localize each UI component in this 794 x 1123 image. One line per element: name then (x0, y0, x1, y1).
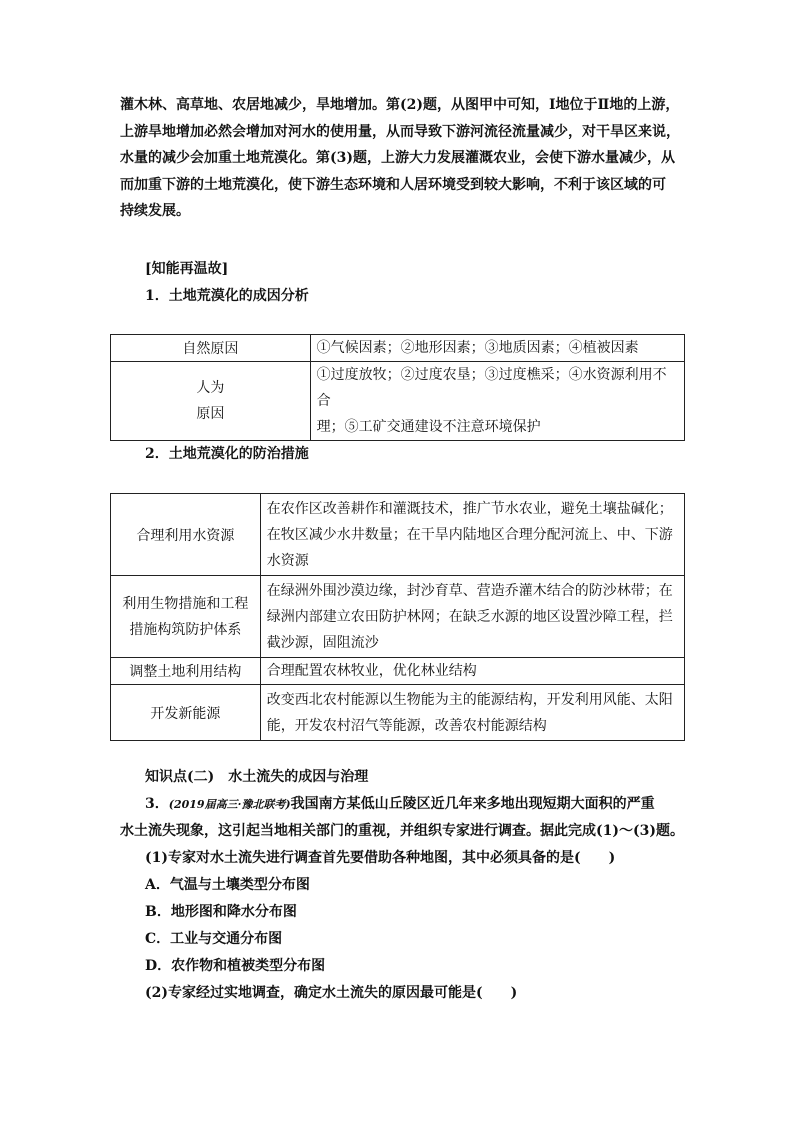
sub-question-2: (2)专家经过实地调查，确定水土流失的原因最可能是( ) (145, 985, 518, 1001)
knowledge-point-heading: 知识点(二) 水土流失的成因与治理 (145, 769, 369, 785)
intro-line: 持续发展。 (120, 203, 190, 219)
section2-title: 2．土地荒漠化的防治措施 (145, 446, 309, 462)
measure-detail: 在绿洲外围沙漠边缘，封沙育草、营造乔灌木结合的防沙林带；在 绿洲内部建立农田防护林网；在缺乏水源的地区设置沙障工程，拦 截沙源，固阻流沙 (260, 576, 684, 658)
table-row (111, 494, 685, 576)
intro-paragraph (120, 92, 680, 225)
table-row (111, 362, 685, 441)
intro-line: 上游旱地增加必然会增加对河水的使用量，从而导致下游河流径流量减少，对干旱区来说， (120, 123, 680, 140)
measure-label: 调整土地利用结构 (111, 658, 261, 685)
option-d: D．农作物和植被类型分布图 (145, 958, 326, 974)
cause-label-natural: 自然原因 (111, 335, 311, 362)
table-row (111, 335, 685, 362)
question3-stem-line1 (145, 793, 655, 813)
option-c: C．工业与交通分布图 (145, 931, 283, 947)
question3-stem-line2: 水土流失现象，这引起当地相关部门的重视，并组织专家进行调查。据此完成(1)～(3)题。 (120, 823, 684, 839)
sub-question-1: (1)专家对水土流失进行调查首先要借助各种地图，其中必须具备的是( ) (145, 850, 616, 866)
measure-label: 开发新能源 (111, 685, 261, 741)
desertification-measures-table (110, 493, 685, 741)
option-a: A．气温与土壤类型分布图 (145, 877, 310, 893)
question-number: 3． (145, 796, 169, 812)
intro-line: 灌木林、高草地、农居地减少，旱地增加。第(2)题，从图甲中可知，Ⅰ地位于Ⅱ地的上游， (120, 97, 680, 113)
intro-line: 水量的减少会加重土地荒漠化。第(3)题，上游大力发展灌溉农业，会使下游水量减少，从 (120, 150, 675, 166)
measure-label: 利用生物措施和工程 措施构筑防护体系 (111, 576, 261, 658)
question-stem-text: 我国南方某低山丘陵区近几年来多地出现短期大面积的严重 (290, 796, 655, 812)
option-b: B．地形图和降水分布图 (145, 904, 297, 920)
intro-line: 而加重下游的土地荒漠化，使下游生态环境和人居环境受到较大影响，不利于该区域的可 (120, 176, 666, 193)
measure-label: 合理利用水资源 (111, 494, 261, 576)
question-source: (2019届高三·豫北联考) (168, 798, 291, 811)
review-heading: [知能再温故] (145, 261, 229, 277)
cause-label-human: 人为 原因 (111, 362, 311, 441)
measure-detail: 改变西北农村能源以生物能为主的能源结构，开发利用风能、太阳 能，开发农村沼气等能源，改善农村能源结构 (260, 685, 684, 741)
desertification-causes-table (110, 334, 685, 441)
measure-detail: 在农作区改善耕作和灌溉技术，推广节水农业，避免土壤盐碱化； 在牧区减少水井数量；在干旱内陆地区合理分配河流上、中、下游 水资源 (260, 494, 684, 576)
table-row (111, 658, 685, 685)
table-row (111, 576, 685, 658)
cause-detail-natural: ①气候因素；②地形因素；③地质因素；④植被因素 (310, 335, 684, 362)
cause-detail-human: ①过度放牧；②过度农垦；③过度樵采；④水资源利用不合 理；⑤工矿交通建设不注意环境保护 (310, 362, 684, 441)
section1-title: 1．土地荒漠化的成因分析 (145, 288, 309, 304)
table-row (111, 685, 685, 741)
measure-detail: 合理配置农林牧业，优化林业结构 (260, 658, 684, 685)
